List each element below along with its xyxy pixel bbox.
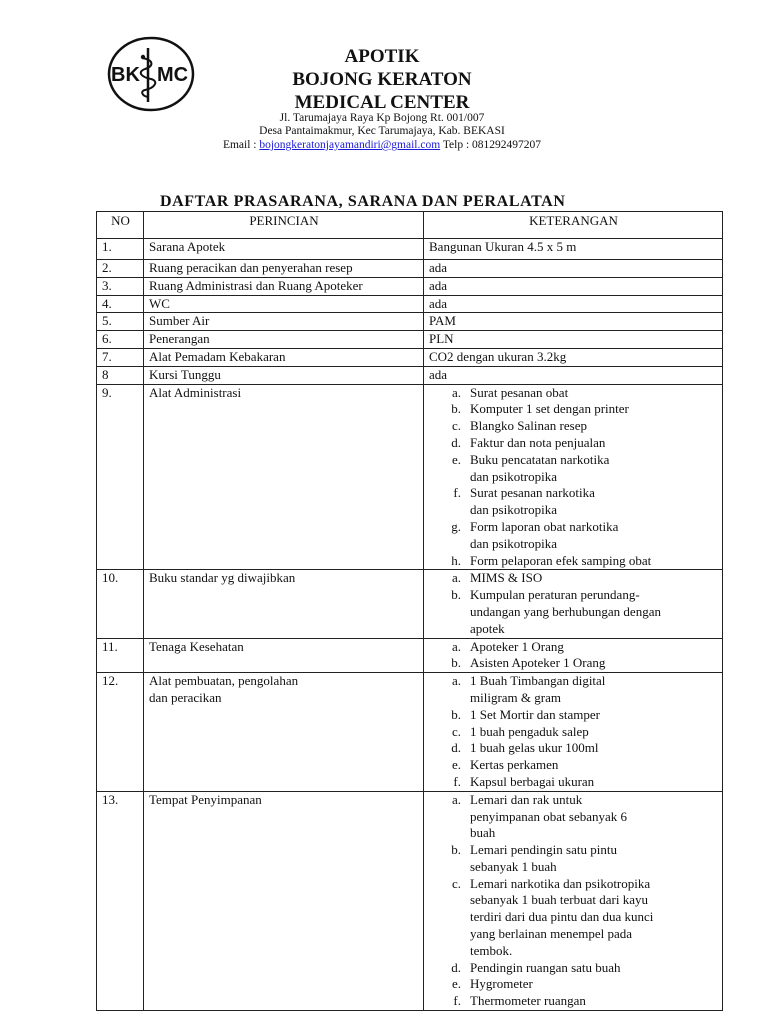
list-item: [429, 385, 718, 402]
item-letter: [429, 536, 470, 553]
cell-perincian: [144, 673, 424, 792]
item-text: Kumpulan peraturan perundang-: [470, 587, 640, 603]
cell-no: 1.: [97, 239, 144, 260]
cell-keterangan: PAM: [424, 313, 723, 331]
list-item: [429, 926, 718, 943]
item-letter: c.: [451, 723, 461, 739]
item-text: 1 buah pengaduk salep: [470, 723, 589, 739]
item-text: Apoteker 1 Orang: [470, 638, 564, 654]
item-letter: [429, 892, 470, 909]
perincian-text: Alat pembuatan, pengolahan: [149, 673, 299, 689]
item-text: Kapsul berbagai ukuran: [470, 773, 595, 789]
item-letter: a.: [451, 384, 461, 400]
item-text: apotek: [470, 620, 505, 636]
table-row: [97, 313, 723, 331]
cell-no: 13.: [97, 791, 144, 1010]
cell-keterangan: ada: [424, 366, 723, 384]
cell-perincian: [144, 791, 424, 1010]
list-item: [429, 655, 718, 672]
list-item: [429, 892, 718, 909]
item-text: Lemari pendingin satu pintu: [470, 842, 617, 858]
cell-keterangan: Bangunan Ukuran 4.5 x 5 m: [424, 239, 723, 260]
cell-keterangan: [424, 570, 723, 638]
table-header-row: [97, 212, 723, 239]
item-text: Pendingin ruangan satu buah: [470, 959, 621, 975]
item-letter: [429, 809, 470, 826]
cell-no: 4.: [97, 295, 144, 313]
item-letter: e.: [451, 451, 461, 467]
list-item: [429, 792, 718, 809]
item-text: tembok.: [470, 942, 513, 958]
perincian-text: Tempat Penyimpanan: [149, 791, 262, 807]
table-row: [97, 366, 723, 384]
item-letter: g.: [451, 518, 461, 534]
item-text: 1 Set Mortir dan stamper: [470, 706, 600, 722]
col-header-no: NO: [97, 212, 144, 239]
item-letter: f.: [453, 993, 461, 1009]
item-text: Komputer 1 set dengan printer: [470, 401, 629, 417]
list-item: [429, 639, 718, 656]
list-item: [429, 774, 718, 791]
item-text: MIMS & ISO: [470, 570, 543, 586]
cell-perincian: [144, 366, 424, 384]
table-row: [97, 239, 723, 260]
table-row: [97, 260, 723, 278]
item-letter: [429, 604, 470, 621]
item-text: Buku pencatatan narkotika: [470, 451, 610, 467]
item-letter: d.: [451, 434, 461, 450]
table-row: [97, 331, 723, 349]
item-letter: b.: [451, 842, 461, 858]
item-text: Form laporan obat narkotika: [470, 518, 619, 534]
item-letter: a.: [451, 570, 461, 586]
cell-no: 9.: [97, 384, 144, 570]
list-item: [429, 401, 718, 418]
header-line-3: MEDICAL CENTER: [294, 92, 470, 113]
cell-perincian: [144, 348, 424, 366]
item-text: 1 Buah Timbangan digital: [470, 673, 606, 689]
item-text: Surat pesanan narkotika: [470, 485, 595, 501]
cell-keterangan: [424, 638, 723, 673]
cell-keterangan: [424, 673, 723, 792]
cell-keterangan: PLN: [424, 331, 723, 349]
list-item: [429, 587, 718, 604]
bkmc-logo: [107, 36, 195, 112]
item-letter: [429, 859, 470, 876]
cell-perincian: [144, 295, 424, 313]
item-text: penyimpanan obat sebanyak 6: [470, 808, 628, 824]
email-label: Email :: [222, 139, 260, 151]
perincian-text: Sumber Air: [149, 313, 210, 329]
list-item: [429, 485, 718, 502]
cell-keterangan: CO2 dengan ukuran 3.2kg: [424, 348, 723, 366]
list-item: [429, 570, 718, 587]
item-text: Asisten Apoteker 1 Orang: [470, 655, 606, 671]
item-letter: [429, 502, 470, 519]
svg-text:BK: BK: [111, 64, 140, 86]
cell-no: 11.: [97, 638, 144, 673]
list-item: [429, 976, 718, 993]
item-letter: c.: [451, 418, 461, 434]
cell-keterangan: ada: [424, 260, 723, 278]
list-item: [429, 960, 718, 977]
item-text: sebanyak 1 buah terbuat dari kayu: [470, 892, 648, 908]
list-item: [429, 724, 718, 741]
table-row: [97, 295, 723, 313]
item-letter: [429, 825, 470, 842]
item-text: Kertas perkamen: [470, 757, 559, 773]
table-body: [97, 239, 723, 1011]
cell-no: 3.: [97, 277, 144, 295]
item-text: Lemari narkotika dan psikotropika: [470, 875, 651, 891]
perincian-text: Alat Administrasi: [149, 384, 242, 400]
cell-no: 8: [97, 366, 144, 384]
item-text: 1 buah gelas ukur 100ml: [470, 740, 599, 756]
cell-perincian: [144, 277, 424, 295]
cell-no: 10.: [97, 570, 144, 638]
list-item: [429, 842, 718, 859]
item-text: Faktur dan nota penjualan: [470, 434, 606, 450]
item-text: terdiri dari dua pintu dan dua kunci: [470, 909, 654, 925]
table-row: [97, 791, 723, 1010]
list-item: [429, 707, 718, 724]
item-letter: b.: [451, 587, 461, 603]
item-letter: e.: [451, 757, 461, 773]
col-header-perincian: PERINCIAN: [144, 212, 424, 239]
table-row: [97, 348, 723, 366]
item-letter: f.: [453, 773, 461, 789]
cell-keterangan: [424, 384, 723, 570]
item-text: Blangko Salinan resep: [470, 418, 587, 434]
list-item: [429, 604, 718, 621]
perincian-text-cont: dan peracikan: [149, 689, 222, 705]
item-text: Form pelaporan efek samping obat: [470, 552, 652, 568]
item-text: undangan yang berhubungan dengan: [470, 603, 661, 619]
item-letter: [429, 621, 470, 638]
item-text: miligram & gram: [470, 689, 561, 705]
svg-text:MC: MC: [157, 64, 189, 86]
cell-perincian: [144, 570, 424, 638]
item-letter: [429, 943, 470, 960]
list-item: [429, 993, 718, 1010]
item-text: buah: [470, 825, 496, 841]
item-text: Surat pesanan obat: [470, 384, 569, 400]
cell-perincian: [144, 260, 424, 278]
cell-keterangan: ada: [424, 277, 723, 295]
table-row: [97, 277, 723, 295]
list-item: [429, 435, 718, 452]
document-title: DAFTAR PRASARANA, SARANA DAN PERALATAN: [160, 193, 566, 210]
item-text: dan psikotropika: [470, 502, 558, 518]
item-letter: f.: [453, 485, 461, 501]
list-item: [429, 876, 718, 893]
item-text: Hygrometer: [470, 976, 533, 992]
list-item: [429, 502, 718, 519]
item-text: sebanyak 1 buah: [470, 858, 557, 874]
header-line-2: BOJONG KERATON: [292, 69, 472, 90]
list-item: [429, 469, 718, 486]
cell-perincian: [144, 313, 424, 331]
item-text: Lemari dan rak untuk: [470, 791, 583, 807]
list-item: [429, 452, 718, 469]
cell-no: 7.: [97, 348, 144, 366]
header-line-1: APOTIK: [344, 46, 420, 67]
cell-no: 12.: [97, 673, 144, 792]
facilities-table: [96, 211, 723, 1011]
cell-perincian: [144, 239, 424, 260]
cell-no: 2.: [97, 260, 144, 278]
list-item: [429, 519, 718, 536]
table-row: [97, 638, 723, 673]
list-item: [429, 418, 718, 435]
perincian-text: Buku standar yg diwajibkan: [149, 570, 296, 586]
item-letter: a.: [451, 638, 461, 654]
list-item: [429, 690, 718, 707]
perincian-text: Alat Pemadam Kebakaran: [149, 348, 286, 364]
list-item: [429, 909, 718, 926]
list-item: [429, 673, 718, 690]
item-letter: a.: [451, 791, 461, 807]
item-letter: b.: [451, 401, 461, 417]
item-text: yang berlainan menempel pada: [470, 926, 633, 942]
item-letter: [429, 909, 470, 926]
list-item: [429, 621, 718, 638]
item-letter: b.: [451, 655, 461, 671]
list-item: [429, 943, 718, 960]
item-letter: c.: [451, 875, 461, 891]
list-item: [429, 536, 718, 553]
item-text: Thermometer ruangan: [470, 993, 586, 1009]
address-line-1: Jl. Tarumajaya Raya Kp Bojong Rt. 001/007: [279, 112, 485, 124]
cell-keterangan: [424, 791, 723, 1010]
item-letter: b.: [451, 706, 461, 722]
phone-text: Telp : 081292497207: [440, 139, 542, 151]
list-item: [429, 757, 718, 774]
item-letter: [429, 469, 470, 486]
item-letter: h.: [451, 552, 461, 568]
item-text: dan psikotropika: [470, 468, 558, 484]
col-header-keterangan: KETERANGAN: [424, 212, 723, 239]
perincian-text: Ruang peracikan dan penyerahan resep: [149, 260, 353, 275]
item-letter: d.: [451, 740, 461, 756]
list-item: [429, 553, 718, 570]
item-letter: [429, 926, 470, 943]
list-item: [429, 859, 718, 876]
item-letter: d.: [451, 959, 461, 975]
perincian-text: Kursi Tunggu: [149, 366, 221, 382]
perincian-text: Tenaga Kesehatan: [149, 638, 244, 654]
item-text: dan psikotropika: [470, 535, 558, 551]
list-item: [429, 740, 718, 757]
cell-no: 5.: [97, 313, 144, 331]
table-row: [97, 673, 723, 792]
perincian-text: Ruang Administrasi dan Ruang Apoteker: [149, 277, 363, 293]
list-item: [429, 809, 718, 826]
item-letter: a.: [451, 673, 461, 689]
perincian-text: WC: [149, 295, 170, 311]
address-line-2: Desa Pantaimakmur, Kec Tarumajaya, Kab. BEKASI: [259, 125, 505, 137]
table-row: [97, 384, 723, 570]
cell-keterangan: ada: [424, 295, 723, 313]
cell-perincian: [144, 384, 424, 570]
cell-perincian: [144, 331, 424, 349]
contact-line: [150, 139, 614, 153]
list-item: [429, 825, 718, 842]
item-letter: [429, 690, 470, 707]
cell-no: 6.: [97, 331, 144, 349]
cell-perincian: [144, 638, 424, 673]
item-letter: e.: [451, 976, 461, 992]
perincian-text: Sarana Apotek: [149, 239, 226, 254]
perincian-text: Penerangan: [149, 331, 210, 347]
email-link[interactable]: bojongkeratonjayamandiri@gmail.com: [259, 139, 441, 151]
table-row: [97, 570, 723, 638]
